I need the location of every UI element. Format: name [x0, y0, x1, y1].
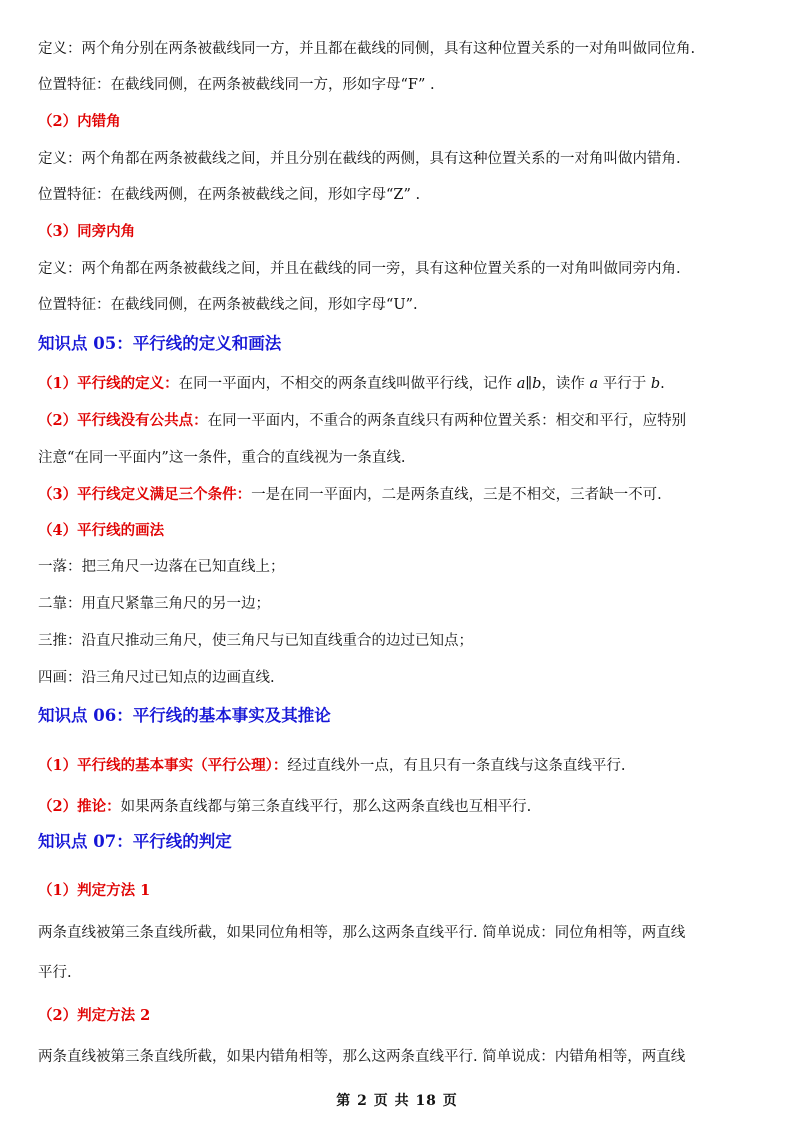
parallel-definition	[38, 374, 760, 394]
alternate-interior-angle-definition: 定义：两个角都在两条被截线之间，并且分别在截线的两侧，具有这种位置关系的一对角叫做内错角.	[38, 151, 681, 167]
parallel-axiom	[38, 756, 760, 776]
co-interior-angle-position: 位置特征：在截线同侧，在两条被截线之间，形如字母“U”.	[38, 297, 418, 313]
parallel-axiom-text: 经过直线外一点，有且只有一条直线与这条直线平行.	[287, 758, 626, 774]
drawing-method-heading: （4）平行线的画法	[38, 522, 165, 539]
criterion-1-text-2: 平行.	[38, 965, 72, 981]
drawing-step-3: 三推：沿直尺推动三角尺，使三角尺与已知直线重合的边过已知点；	[38, 633, 473, 649]
drawing-step-4: 四画：沿三角尺过已知点的边画直线.	[38, 670, 275, 686]
knowledge-point-05-title: 知识点 05：平行线的定义和画法	[38, 334, 282, 353]
alternate-interior-angle-position: 位置特征：在截线两侧，在两条被截线之间，形如字母“Z” .	[38, 187, 421, 203]
no-common-point-label: （2）平行线没有公共点：	[38, 412, 208, 429]
three-conditions-text: 一是在同一平面内，二是两条直线，三是不相交，三者缺一不可.	[251, 487, 662, 503]
no-common-point-text: 在同一平面内，不重合的两条直线只有两种位置关系：相交和平行，应特别	[207, 413, 687, 429]
corresponding-angle-definition: 定义：两个角分别在两条被截线同一方，并且都在截线的同侧，具有这种位置关系的一对角叫做同位角.	[38, 41, 696, 57]
parallel-definition-label: （1）平行线的定义：	[38, 375, 179, 392]
parallel-symbol: ∥	[525, 376, 533, 392]
no-common-point	[38, 411, 760, 431]
parallel-axiom-label: （1）平行线的基本事实（平行公理）：	[38, 757, 288, 774]
alternate-interior-angle-heading: （2）内错角	[38, 113, 121, 130]
criterion-2-text: 两条直线被第三条直线所截，如果内错角相等，那么这两条直线平行. 简单说成：内错角相等，两直线	[38, 1049, 686, 1065]
knowledge-point-06-title: 知识点 06：平行线的基本事实及其推论	[38, 706, 331, 725]
corollary-label: （2）推论：	[38, 798, 121, 815]
drawing-step-1: 一落：把三角尺一边落在已知直线上；	[38, 559, 285, 575]
co-interior-angle-heading: （3）同旁内角	[38, 223, 136, 240]
var-a: a	[516, 376, 526, 392]
co-interior-angle-definition: 定义：两个角都在两条被截线之间，并且在截线的同一旁，具有这种位置关系的一对角叫做同旁内角.	[38, 261, 681, 277]
criterion-1-heading: （1）判定方法 1	[38, 882, 151, 899]
knowledge-point-07-title: 知识点 07：平行线的判定	[38, 832, 232, 851]
var-b-2: b	[650, 376, 661, 392]
corresponding-angle-position: 位置特征：在截线同侧，在两条被截线同一方，形如字母“F” .	[38, 77, 435, 93]
parallel-definition-end: .	[660, 376, 665, 392]
corollary-text: 如果两条直线都与第三条直线平行，那么这两条直线也互相平行.	[120, 799, 532, 815]
parallel-definition-text: 在同一平面内，不相交的两条直线叫做平行线，记作	[178, 376, 517, 392]
no-common-point-text-2: 注意“在同一平面内”这一条件，重合的直线视为一条直线.	[38, 450, 406, 466]
parallel-read-as: ，读作	[541, 376, 590, 392]
corollary	[38, 797, 760, 817]
var-b: b	[532, 376, 542, 392]
criterion-1-text: 两条直线被第三条直线所截，如果同位角相等，那么这两条直线平行. 简单说成：同位角相等，两直线	[38, 925, 686, 941]
var-a-2: a	[589, 376, 599, 392]
criterion-2-heading: （2）判定方法 2	[38, 1007, 151, 1024]
three-conditions-label: （3）平行线定义满足三个条件：	[38, 486, 252, 503]
parallel-to-text: 平行于	[598, 376, 651, 392]
drawing-step-2: 二靠：用直尺紧靠三角尺的另一边；	[38, 596, 270, 612]
three-conditions	[38, 485, 760, 505]
page-number-footer: 第 2 页 共 18 页	[336, 1093, 458, 1109]
